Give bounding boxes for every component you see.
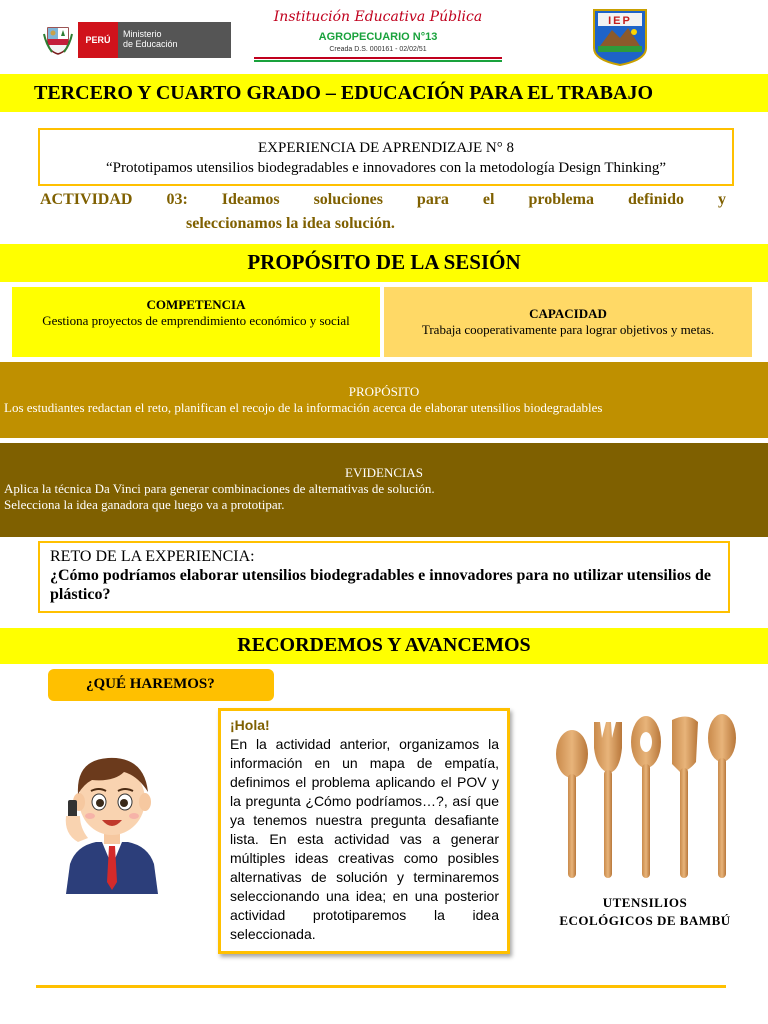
evidencias-label: EVIDENCIAS [345, 465, 423, 480]
cartoon-man-phone-icon [62, 742, 162, 894]
competencia-text: Gestiona proyectos de emprendimiento económico y social [42, 313, 350, 328]
capacidad-label: CAPACIDAD [529, 306, 607, 321]
reto-box [38, 541, 730, 613]
bamboo-utensils-icon [548, 706, 748, 892]
ministry-line-1: Ministerio [123, 29, 162, 39]
header-divider-green [254, 60, 502, 62]
utensils-caption-line-2: ECOLÓGICOS DE BAMBÚ [559, 913, 731, 928]
crest-text: IEP [608, 15, 632, 27]
haremos-label: ¿QUÉ HAREMOS? [48, 669, 274, 701]
hola-body: En la actividad anterior, organizamos la información en un mapa de empatía, definimos el problema aplicando el POV y la pregunta ¿Cómo podríamos…?, así que ya tenemos nuestra pregunta desafiante lista. En esta actividad vas a generar múltiples ideas creativas como posibles alternativas de solución y terminaremos seleccionando una idea; en una posterior actividad prototiparemos la idea seleccionada. [230, 736, 499, 942]
capacidad-card [384, 287, 752, 357]
evidencias-panel [0, 443, 768, 537]
utensils-caption-line-1: UTENSILIOS [602, 895, 688, 910]
ministry-line-2: de Educación [123, 39, 178, 49]
proposito-text: Los estudiantes redactan el reto, planifican el recojo de la información acerca de elaborar utensilios biodegradables [4, 400, 603, 415]
purpose-section-title: PROPÓSITO DE LA SESIÓN [0, 244, 768, 282]
reto-label: RETO DE LA EXPERIENCIA: [50, 548, 255, 565]
experience-number: EXPERIENCIA DE APRENDIZAJE N° 8 [258, 140, 514, 156]
institution-subname: AGROPECUARIO N°13 [318, 31, 438, 43]
competencia-label: COMPETENCIA [146, 297, 246, 312]
bottom-divider [36, 985, 726, 988]
evidencias-line-2: Selecciona la idea ganadora que luego va a prototipar. [4, 497, 285, 512]
activity-line-2: seleccionamos la idea solución. [186, 215, 395, 232]
peru-label: PERÚ [78, 22, 118, 58]
institution-creation: Creada D.S. 000161 - 02/02/51 [329, 46, 427, 53]
header-divider-red [254, 57, 502, 59]
proposito-label: PROPÓSITO [348, 384, 420, 399]
institution-name: Institución Educativa Pública [273, 9, 483, 25]
grade-title: TERCERO Y CUARTO GRADO – EDUCACIÓN PARA EL TRABAJO [0, 74, 768, 112]
ministry-label [118, 22, 231, 58]
recordemos-title: RECORDEMOS Y AVANCEMOS [0, 628, 768, 664]
experience-title: “Prototipamos utensilios biodegradables e innovadores con la metodología Design Thinking” [105, 160, 667, 176]
experience-box [38, 128, 734, 186]
utensils-caption [540, 894, 750, 930]
minedu-logo [42, 22, 232, 58]
institution-header [252, 8, 504, 62]
competencia-card [12, 287, 380, 357]
proposito-panel [0, 362, 768, 438]
hola-greeting: ¡Hola! [230, 717, 270, 733]
reto-question: ¿Cómo podríamos elaborar utensilios biodegradables e innovadores para no utilizar utensilios de plástico? [50, 567, 711, 603]
capacidad-text: Trabaja cooperativamente para lograr objetivos y metas. [421, 322, 715, 337]
activity-line-1: ACTIVIDAD 03: Ideamos soluciones para el problema definido y [40, 191, 726, 208]
evidencias-line-1: Aplica la técnica Da Vinci para generar combinaciones de alternativas de solución. [4, 481, 435, 496]
hola-message-box [218, 708, 510, 954]
school-crest-icon [590, 8, 650, 66]
peru-coat-of-arms-icon [42, 24, 74, 56]
